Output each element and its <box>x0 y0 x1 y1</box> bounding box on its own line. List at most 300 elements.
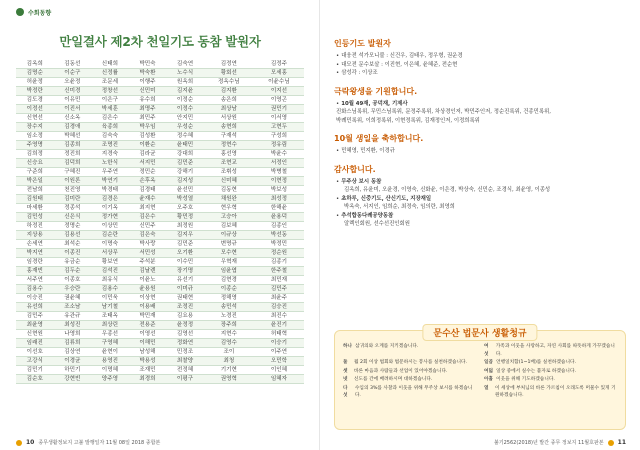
line-text: 초하루, 신중기도, 산신기도, 지장재일 <box>341 195 432 202</box>
name-cell: 장주희 <box>204 321 254 330</box>
name-cell: 손후옥 <box>129 177 167 186</box>
name-cell: 김덕희 <box>54 159 92 168</box>
section-line <box>336 69 626 78</box>
name-cell: 강현빈 <box>54 375 92 384</box>
name-cell: 정창선 <box>91 87 129 96</box>
name-cell: 정옥수님 <box>204 78 254 87</box>
name-cell: 홍재빈 <box>16 267 54 276</box>
living-rules-box <box>334 330 626 430</box>
name-row <box>16 249 304 258</box>
name-cell: 전정혜 <box>166 366 204 375</box>
name-row <box>16 276 304 285</box>
name-cell: 신미경 <box>54 87 92 96</box>
name-cell: 박윤수 <box>254 150 304 159</box>
name-cell: 신민주 <box>129 222 167 231</box>
name-cell: 서지민 <box>129 159 167 168</box>
line-text: 대모전 문수보살 : 이진현, 이은혜, 윤혜준, 전순현 <box>341 61 458 68</box>
line-text: 박례민록위, 이희정록위, 이현정록위, 김재정인저, 이정희록위 <box>336 117 480 124</box>
name-cell: 김은수 <box>91 114 129 123</box>
name-cell: 김민주 <box>16 312 54 321</box>
rule-item <box>484 359 617 367</box>
name-cell: 김동선 <box>54 60 92 69</box>
page-marker-icon <box>608 440 614 446</box>
name-cell: 김경태 <box>129 186 167 195</box>
name-cell: 모세홍 <box>254 69 304 78</box>
name-cell: 김순란 <box>91 231 129 240</box>
name-cell: 신현선 <box>16 114 54 123</box>
rule-number: 열 <box>484 385 489 391</box>
name-cell: 박세훈 <box>91 105 129 114</box>
name-cell: 박민숙 <box>129 60 167 69</box>
name-cell: 최정원 <box>166 222 204 231</box>
section-line <box>336 147 626 156</box>
rule-item <box>484 376 617 384</box>
name-cell: 정현수 <box>204 141 254 150</box>
bullet-icon: • <box>336 61 340 68</box>
rule-item <box>343 359 476 367</box>
name-row <box>16 159 304 168</box>
rule-number: 여덟 <box>484 368 494 374</box>
bullet-icon: • <box>336 148 340 154</box>
rule-item <box>484 368 617 376</box>
name-cell: 강해기 <box>166 168 204 177</box>
name-cell: 허태혁 <box>254 330 304 339</box>
name-row <box>16 123 304 132</box>
announcement-sections <box>334 38 626 229</box>
name-cell: 정해영 <box>204 294 254 303</box>
name-row <box>16 330 304 339</box>
section-tag <box>16 6 304 18</box>
name-cell: 이미규 <box>166 285 204 294</box>
name-cell: 권태현 <box>166 294 204 303</box>
name-cell: 이행주 <box>129 78 167 87</box>
name-cell: 윤진기 <box>254 321 304 330</box>
name-cell: 신승요 <box>16 159 54 168</box>
rule-text: 삼귀의와 오계를 지키겠습니다. <box>355 344 419 349</box>
name-cell: 임래진 <box>16 339 54 348</box>
name-cell: 육종희 <box>91 123 129 132</box>
name-cell: 권윤혜 <box>54 294 92 303</box>
rule-text: 월 2회 이상 법회와 법문하시는 봉사를 실천하겠습니다. <box>354 360 468 365</box>
name-cell: 이정수 <box>166 105 204 114</box>
name-cell: 전남희 <box>16 186 54 195</box>
name-cell: 하정진 <box>16 222 54 231</box>
section-line <box>336 186 626 195</box>
name-cell: 이종진 <box>54 249 92 258</box>
name-cell: 정유림 <box>254 141 304 150</box>
name-row <box>16 312 304 321</box>
name-row <box>16 96 304 105</box>
announcement-section <box>334 133 626 156</box>
name-cell: 우주연 <box>91 168 129 177</box>
right-footer <box>494 439 626 446</box>
name-cell: 황보연 <box>91 258 129 267</box>
name-cell: 최민재 <box>254 276 304 285</box>
name-cell: 이유민 <box>54 96 92 105</box>
name-cell: 김성환 <box>129 132 167 141</box>
name-cell: 노경진 <box>204 312 254 321</box>
section-tag-label: 수회동향 <box>28 9 52 17</box>
name-cell: 김명순 <box>16 69 54 78</box>
footer-text: 종무생활정보지 고불 발행일자 11월 08일 2018 종합본 <box>38 440 161 446</box>
name-cell: 최상남 <box>204 105 254 114</box>
name-cell: 오윤정 <box>54 78 92 87</box>
name-cell: 이지선 <box>254 87 304 96</box>
name-row <box>16 321 304 330</box>
name-cell: 김석진 <box>91 267 129 276</box>
line-text: 알렉인회원, 선수선진인회원 <box>344 221 410 227</box>
name-cell: 김은숙 <box>129 231 167 240</box>
rule-text: 이웃을 위해 기도하겠습니다. <box>496 377 555 382</box>
name-row <box>16 78 304 87</box>
name-cell: 허윤정 <box>16 78 54 87</box>
announcement-section <box>334 164 626 229</box>
name-row <box>16 285 304 294</box>
section-line <box>336 220 626 229</box>
name-cell: 최지현 <box>129 204 167 213</box>
name-cell: 윤용원 <box>129 285 167 294</box>
name-cell: 김보혜 <box>204 222 254 231</box>
name-cell: 전용준 <box>129 321 167 330</box>
name-cell: 김민준 <box>166 240 204 249</box>
name-cell: 이기옥 <box>91 204 129 213</box>
name-cell: 임소정 <box>16 132 54 141</box>
name-cell: 고강식 <box>16 357 54 366</box>
name-row <box>16 87 304 96</box>
name-row <box>16 195 304 204</box>
name-cell: 한해윤 <box>254 204 304 213</box>
name-cell: 주석분 <box>129 258 167 267</box>
name-row <box>16 186 304 195</box>
name-cell: 조정진 <box>166 303 204 312</box>
name-cell: 황민정 <box>166 213 204 222</box>
name-cell: 박병철 <box>254 168 304 177</box>
rule-text: 수입의 3%를 사찰과 이웃을 위해 무주상 보시를 하겠습니다. <box>354 385 473 398</box>
name-cell: 신정률 <box>91 69 129 78</box>
name-cell: 서상무 <box>91 249 129 258</box>
name-cell: 이환순 <box>129 141 167 150</box>
name-cell: 유선희 <box>16 303 54 312</box>
name-cell: 윤선민 <box>166 186 204 195</box>
name-cell: 임윤엽 <box>204 267 254 276</box>
name-cell: 최경희 <box>129 375 167 384</box>
name-cell: 신민미 <box>129 87 167 96</box>
rule-item <box>343 385 476 400</box>
name-cell: 유관규 <box>54 312 92 321</box>
name-cell: 김상연 <box>54 348 92 357</box>
name-cell: 김정연 <box>204 60 254 69</box>
name-cell: 박사랑 <box>129 240 167 249</box>
line-text: 10월 49재, 공덕재, 기제사 <box>341 100 408 107</box>
bullet-icon: • <box>336 178 340 185</box>
section-line <box>336 195 626 204</box>
living-rules-list <box>343 343 617 400</box>
name-cell: 구재석 <box>204 132 254 141</box>
bullet-icon: • <box>336 70 340 76</box>
name-cell: 김정주 <box>254 60 304 69</box>
name-cell: 이은구 <box>91 96 129 105</box>
name-cell: 신은식 <box>54 213 92 222</box>
name-cell: 윤태민 <box>166 141 204 150</box>
rule-number: 둘 <box>343 360 348 365</box>
section-heading: 감사합니다. <box>334 164 376 174</box>
name-cell: 조이 <box>204 348 254 357</box>
name-cell: 최석순 <box>54 240 92 249</box>
rule-text: 이 세상에 부처님의 바른 가르침이 오래도록 머물수 있게 기원하겠습니다. <box>495 385 616 398</box>
name-cell: 이윤수님 <box>254 78 304 87</box>
name-row <box>16 339 304 348</box>
rule-item <box>343 343 476 358</box>
line-text: 추석합동다례공양동참 <box>341 212 394 219</box>
name-row <box>16 105 304 114</box>
name-cell: 현우혁 <box>204 204 254 213</box>
name-cell: 최상린 <box>91 321 129 330</box>
name-cell: 박정란 <box>16 87 54 96</box>
name-cell: 지상용 <box>16 231 54 240</box>
name-cell: 김용수 <box>16 285 54 294</box>
section-line <box>336 61 626 70</box>
name-cell: 김라균 <box>129 150 167 159</box>
name-cell: 이정선 <box>16 105 54 114</box>
section-body <box>334 100 626 126</box>
name-cell: 나영희 <box>54 330 92 339</box>
name-row <box>16 168 304 177</box>
name-cell: 신소옥 <box>54 114 92 123</box>
name-cell: 최민주 <box>129 114 167 123</box>
name-cell: 김순호 <box>16 375 54 384</box>
rule-item <box>484 385 617 400</box>
section-line <box>336 117 626 126</box>
name-cell: 최찰양 <box>166 357 204 366</box>
footer-text: 불기2562(2018)년 발간 종무 정보지 11월호판본 <box>493 440 604 446</box>
name-cell: 민정조 <box>166 348 204 357</box>
section-body <box>334 52 626 78</box>
name-cell: 이종순 <box>204 285 254 294</box>
announcement-section <box>334 38 626 78</box>
name-row <box>16 258 304 267</box>
name-cell: 유수희 <box>129 96 167 105</box>
name-cell: 박성열 <box>166 195 204 204</box>
line-text: 김옥희, 유윤미, 오윤경, 이영숙, 신화윤, 이은경, 박상숙, 신민순, 조경식, 최윤영, 이종성 <box>344 187 551 193</box>
name-cell: 최유식 <box>91 276 129 285</box>
section-heading: 인등기도 발원자 <box>334 39 391 48</box>
bullet-icon: • <box>336 195 340 202</box>
rule-item <box>484 343 617 358</box>
name-cell: 강대희 <box>166 150 204 159</box>
name-cell: 최명주 <box>129 105 167 114</box>
name-cell: 조현교 <box>204 159 254 168</box>
name-cell: 최성진 <box>54 321 92 330</box>
name-cell: 이수민 <box>166 258 204 267</box>
name-cell: 김종인 <box>254 222 304 231</box>
rule-number: 넷 <box>343 377 348 382</box>
name-cell: 김지우 <box>166 231 204 240</box>
rule-text: 일상 중에서 실수는 불자로 하겠습니다. <box>496 368 576 374</box>
name-cell: 김원태 <box>16 195 54 204</box>
name-cell: 김종희 <box>54 141 92 150</box>
line-text: 삼성각 : 이상조 <box>341 70 378 76</box>
names-table <box>16 60 304 384</box>
name-row <box>16 60 304 69</box>
name-cell: 손세연 <box>16 240 54 249</box>
name-cell: 김도경 <box>16 96 54 105</box>
name-cell: 김지환 <box>204 87 254 96</box>
name-cell: 임혜자 <box>254 375 304 384</box>
rule-text: 바른 마음과 사람들과 선업이 있어야겠습니다. <box>354 368 448 374</box>
name-cell: 김은수 <box>129 213 167 222</box>
rule-text: 신도를 간에 배려하시며 대하겠습니다. <box>354 377 433 382</box>
page-marker-icon <box>16 440 22 446</box>
name-cell: 신태희 <box>91 60 129 69</box>
name-cell: 구준희 <box>16 168 54 177</box>
name-cell: 서상원 <box>204 114 254 123</box>
name-cell: 정가현 <box>91 213 129 222</box>
name-cell: 오기환 <box>166 249 204 258</box>
rule-number: 하나 <box>343 344 353 349</box>
name-row <box>16 366 304 375</box>
name-cell: 박정민 <box>254 240 304 249</box>
name-cell: 박민재 <box>129 312 167 321</box>
name-cell: 이원론 <box>54 177 92 186</box>
name-cell: 조태옥 <box>91 312 129 321</box>
name-cell: 주영명 <box>16 141 54 150</box>
name-cell: 신현원 <box>16 330 54 339</box>
section-line <box>336 52 626 61</box>
line-text: 대웅전 석가모니불 : 신건우, 김태우, 정우형, 권운경 <box>341 53 463 59</box>
name-cell: 채원완 <box>204 195 254 204</box>
name-cell: 김종기 <box>254 258 304 267</box>
name-cell: 이상민 <box>91 222 129 231</box>
rule-number: 셋 <box>343 368 348 374</box>
name-row <box>16 114 304 123</box>
name-cell: 정수혜 <box>166 132 204 141</box>
name-row <box>16 69 304 78</box>
name-cell: 조휘성 <box>204 168 254 177</box>
name-cell: 구성희 <box>254 132 304 141</box>
name-cell: 임경란 <box>16 258 54 267</box>
name-cell: 안지민 <box>166 114 204 123</box>
name-cell: 권영혁 <box>204 375 254 384</box>
section-body <box>334 178 626 229</box>
line-text: 박옥숙, 서지인, 임희순, 최정숙, 임의란, 최영희 <box>344 204 455 210</box>
name-cell: 조문세 <box>91 78 129 87</box>
name-cell: 장기명 <box>166 267 204 276</box>
name-cell: 김승진 <box>254 303 304 312</box>
name-cell: 이승기 <box>254 339 304 348</box>
bullet-icon: • <box>336 212 340 219</box>
section-line <box>336 203 626 212</box>
name-row <box>16 213 304 222</box>
name-cell: 윤재수 <box>129 195 167 204</box>
name-cell: 우혁재 <box>204 258 254 267</box>
name-cell: 박연기 <box>91 177 129 186</box>
name-cell: 정명순 <box>54 222 92 231</box>
name-cell: 오민학 <box>254 357 304 366</box>
name-cell: 이윤노 <box>129 276 167 285</box>
name-cell: 이종호 <box>54 276 92 285</box>
line-text: 무주상 보시 동참 <box>341 178 382 185</box>
name-cell: 유금순 <box>54 258 92 267</box>
name-row <box>16 348 304 357</box>
name-cell: 송은희 <box>204 96 254 105</box>
name-cell: 이상현 <box>129 294 167 303</box>
name-cell: 구영혜 <box>91 339 129 348</box>
name-cell: 이용배 <box>129 303 167 312</box>
name-cell: 황회선 <box>204 69 254 78</box>
name-cell: 김용수 <box>91 285 129 294</box>
name-cell: 이승진 <box>16 294 54 303</box>
name-cell: 김미란 <box>54 195 92 204</box>
name-cell: 이해민 <box>129 339 167 348</box>
name-cell: 윤현이 <box>91 348 129 357</box>
name-cell: 김경은 <box>91 195 129 204</box>
name-cell: 김숙숙 <box>91 132 129 141</box>
section-heading: 10월 생일을 축하합니다. <box>334 134 424 143</box>
name-cell: 양주영 <box>91 375 129 384</box>
name-row <box>16 231 304 240</box>
name-cell: 김현경 <box>204 276 254 285</box>
name-cell: 박우임 <box>129 123 167 132</box>
page-title: 만일결사 제2차 천일기도 동참 발원자 <box>59 34 261 49</box>
name-cell: 박숙환 <box>129 69 167 78</box>
name-cell: 박용성 <box>129 357 167 366</box>
name-cell: 최윤주 <box>254 294 304 303</box>
name-cell: 기기현 <box>204 366 254 375</box>
rule-item <box>343 376 476 384</box>
name-cell: 모수현 <box>204 249 254 258</box>
name-cell: 김민주 <box>254 285 304 294</box>
name-cell: 오주호 <box>166 204 204 213</box>
name-row <box>16 150 304 159</box>
section-line <box>336 100 626 109</box>
name-row <box>16 375 304 384</box>
name-cell: 지경숙 <box>91 150 129 159</box>
name-cell: 하민기 <box>54 366 92 375</box>
name-row <box>16 177 304 186</box>
name-cell: 이규상 <box>204 231 254 240</box>
name-cell: 이명혜 <box>91 366 129 375</box>
name-cell: 장수지 <box>16 123 54 132</box>
rule-text: 언행일치함(1~1배)를 실천하겠습니다. <box>496 360 576 365</box>
rule-text: 가족과 이웃을 사랑하고, 자연 사회를 따뜻하게 가꾸겠습니다. <box>495 344 615 357</box>
name-row <box>16 267 304 276</box>
name-cell: 김숙연 <box>166 60 204 69</box>
name-cell: 김지윤 <box>166 87 204 96</box>
name-cell: 서정인 <box>254 159 304 168</box>
page-number: 10 <box>26 439 35 446</box>
name-cell: 용영진 <box>91 357 129 366</box>
name-cell: 이영선 <box>129 330 167 339</box>
name-cell: 김요용 <box>166 312 204 321</box>
name-cell: 원옥희 <box>166 78 204 87</box>
name-row <box>16 141 304 150</box>
name-cell: 우성순 <box>166 123 204 132</box>
name-row <box>16 357 304 366</box>
name-cell: 이인혜 <box>254 366 304 375</box>
section-heading: 극락왕생을 기원합니다. <box>334 86 418 96</box>
name-cell: 김영선 <box>166 330 204 339</box>
name-cell: 천진영 <box>54 186 92 195</box>
name-cell: 김날렌 <box>129 267 167 276</box>
name-cell: 남성해 <box>129 348 167 357</box>
announcement-section <box>334 86 626 126</box>
name-cell: 이평구 <box>166 375 204 384</box>
rule-number: 여섯 <box>484 344 489 357</box>
section-tag-icon <box>16 8 24 16</box>
name-cell: 신미혜 <box>204 177 254 186</box>
name-cell: 박은일 <box>16 177 54 186</box>
name-cell: 이순구 <box>54 69 92 78</box>
